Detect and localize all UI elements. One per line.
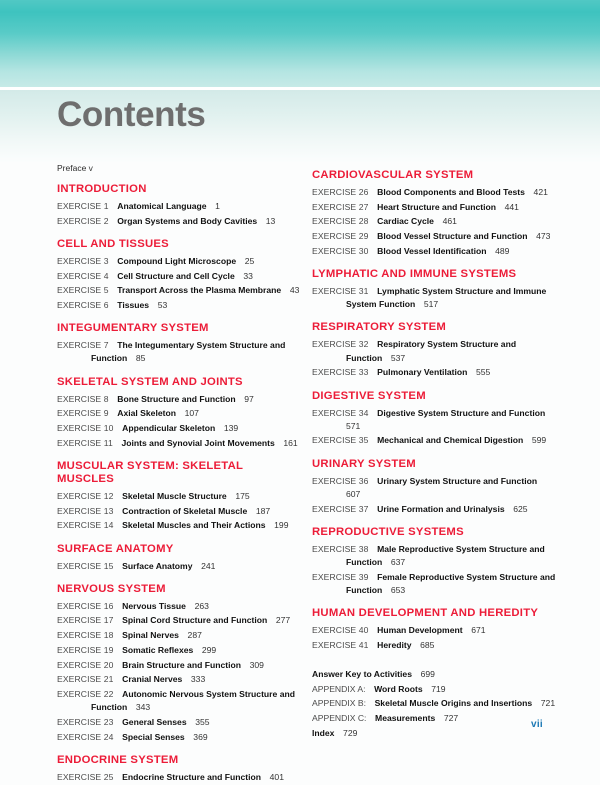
section-heading-human-development-and-heredity: HUMAN DEVELOPMENT AND HEREDITY — [312, 607, 539, 620]
toc-entry-label: EXERCISE 19 — [57, 644, 114, 655]
toc-section — [57, 183, 302, 228]
toc-entry-label: EXERCISE 6 — [57, 300, 109, 311]
toc-entry-label: EXERCISE 2 — [57, 215, 109, 226]
toc-entry-title: Compound Light Microscope — [117, 255, 237, 266]
toc-entry-title: Urinary System Structure and Function — [377, 475, 538, 486]
toc-entry-page: 25 — [244, 255, 255, 266]
section-heading-digestive-system: DIGESTIVE SYSTEM — [312, 389, 426, 402]
toc-entry-title: The Integumentary System Structure and Function — [91, 340, 286, 364]
back-matter-entry[interactable] — [312, 712, 557, 725]
toc-entry-title: Joints and Synovial Joint Movements — [121, 437, 275, 448]
contents-column-right — [312, 160, 557, 741]
toc-entry-title: Appendicular Skeleton — [122, 423, 216, 434]
toc-entry-page: 299 — [201, 644, 217, 655]
page-header — [0, 0, 600, 160]
back-matter-page: 721 — [540, 698, 556, 709]
toc-entry-page: 263 — [194, 600, 209, 611]
toc-entry-title: Autonomic Nervous System Structure and Function — [91, 688, 295, 713]
toc-entry[interactable] — [312, 475, 557, 501]
toc-entry[interactable] — [312, 230, 557, 243]
toc-entry-page: 653 — [390, 584, 406, 595]
toc-entry-label: EXERCISE 41 — [312, 639, 369, 650]
toc-section — [312, 169, 557, 258]
toc-entry-label: EXERCISE 26 — [312, 187, 369, 197]
section-heading-cardiovascular-system: CARDIOVASCULAR SYSTEM — [312, 169, 474, 181]
toc-entry-title: Somatic Reflexes — [122, 644, 194, 655]
back-matter-page: 729 — [343, 727, 358, 738]
back-matter-entry[interactable] — [312, 683, 557, 696]
toc-entry-title: Mechanical and Chemical Digestion — [377, 435, 524, 446]
toc-section — [57, 583, 302, 744]
toc-entry-title: Blood Components and Blood Tests — [377, 187, 525, 197]
toc-entry[interactable] — [57, 771, 302, 784]
toc-entry-title: General Senses — [122, 716, 187, 727]
toc-section — [312, 458, 557, 516]
toc-entry[interactable] — [57, 644, 302, 657]
toc-entry[interactable] — [312, 543, 557, 569]
toc-entry-page: 421 — [533, 187, 548, 197]
left-section-list — [57, 183, 302, 784]
toc-entry-title: Lymphatic System Structure and Immune System Function — [346, 286, 547, 310]
back-matter-label: APPENDIX C: — [312, 713, 367, 724]
toc-entry-title: Male Reproductive System Structure and Function — [346, 543, 545, 567]
toc-entry-label: EXERCISE 29 — [312, 231, 369, 242]
section-heading-nervous-system: NERVOUS SYSTEM — [57, 582, 166, 595]
toc-entry-label: EXERCISE 23 — [57, 716, 114, 727]
toc-entry[interactable] — [57, 437, 302, 450]
toc-entry-title: Skeletal Muscle Structure — [122, 490, 227, 501]
toc-entry-label: EXERCISE 37 — [312, 503, 369, 514]
toc-entry-page: 43 — [289, 285, 300, 296]
toc-entry-page: 555 — [475, 367, 491, 378]
toc-entry-page: 517 — [423, 299, 439, 310]
toc-entry-label: EXERCISE 12 — [57, 490, 114, 501]
toc-entry-label: EXERCISE 24 — [57, 731, 114, 742]
toc-entry-title: Female Reproductive System Structure and Function — [346, 571, 556, 595]
back-matter-list — [312, 668, 557, 740]
toc-entry[interactable] — [57, 716, 302, 729]
toc-entry-page: 343 — [135, 702, 151, 713]
right-section-list — [312, 169, 557, 652]
toc-entry[interactable] — [312, 639, 557, 652]
back-matter-entry[interactable] — [312, 668, 557, 681]
toc-entry-label: EXERCISE 9 — [57, 408, 109, 419]
toc-entry[interactable] — [57, 255, 302, 268]
toc-entry-title: Nervous Tissue — [122, 600, 186, 611]
toc-entry[interactable] — [57, 490, 302, 503]
section-heading-urinary-system: URINARY SYSTEM — [312, 457, 416, 470]
section-heading-lymphatic-and-immune-systems: LYMPHATIC AND IMMUNE SYSTEMS — [312, 268, 517, 281]
toc-entry[interactable] — [57, 614, 302, 627]
toc-entry-title: Brain Structure and Function — [122, 659, 241, 670]
toc-entry-label: EXERCISE 8 — [57, 393, 109, 404]
toc-entry-title: Contraction of Skeletal Muscle — [122, 505, 248, 516]
header-gradient-top — [0, 0, 600, 87]
section-heading-surface-anatomy: SURFACE ANATOMY — [57, 542, 174, 555]
toc-entry-label: EXERCISE 28 — [312, 216, 369, 227]
back-matter-title: Measurements — [375, 713, 436, 724]
toc-entry-page: 53 — [157, 300, 168, 311]
toc-section — [57, 754, 302, 784]
toc-entry-label: EXERCISE 38 — [312, 543, 369, 554]
toc-entry-page: 685 — [420, 639, 435, 650]
toc-entry-label: EXERCISE 15 — [57, 560, 114, 571]
toc-entry[interactable] — [57, 519, 302, 532]
toc-section — [57, 322, 302, 365]
toc-entry-label: EXERCISE 30 — [312, 245, 369, 256]
toc-entry-title: Spinal Nerves — [122, 630, 179, 641]
toc-entry-page: 607 — [346, 488, 361, 499]
toc-entry[interactable] — [57, 284, 302, 297]
toc-entry-page: 355 — [195, 716, 210, 727]
section-heading-integumentary-system: INTEGUMENTARY SYSTEM — [57, 322, 209, 335]
toc-entry-label: EXERCISE 7 — [57, 340, 109, 351]
toc-entry-label: EXERCISE 3 — [57, 255, 109, 266]
toc-entry-label: EXERCISE 16 — [57, 600, 114, 611]
toc-entry[interactable] — [57, 688, 302, 714]
toc-entry-page: 571 — [346, 420, 361, 431]
toc-entry-label: EXERCISE 18 — [57, 630, 114, 641]
toc-section — [312, 390, 557, 448]
toc-entry-title: Anatomical Language — [117, 201, 207, 211]
back-matter-title: Index — [312, 727, 335, 738]
toc-entry[interactable] — [312, 571, 557, 597]
toc-section — [57, 376, 302, 450]
toc-entry[interactable] — [312, 407, 557, 433]
back-matter-entry[interactable] — [312, 727, 557, 740]
toc-entry-title: Heredity — [377, 639, 412, 650]
toc-entry-page: 1 — [215, 201, 220, 211]
section-heading-cell-and-tissues: CELL AND TISSUES — [57, 237, 169, 250]
toc-entry-title: Axial Skeleton — [117, 408, 176, 419]
toc-entry-title: Human Development — [377, 625, 463, 636]
toc-entry[interactable] — [57, 673, 302, 686]
toc-entry-title: Spinal Cord Structure and Function — [122, 615, 268, 626]
back-matter-entry[interactable] — [312, 697, 557, 710]
toc-entry-label: EXERCISE 20 — [57, 659, 114, 670]
toc-section — [57, 238, 302, 312]
toc-entry-page: 441 — [504, 201, 519, 212]
toc-entry[interactable] — [312, 338, 557, 364]
toc-entry[interactable] — [312, 186, 557, 199]
toc-entry-title: Bone Structure and Function — [117, 393, 236, 404]
toc-entry-title: Cardiac Cycle — [377, 216, 434, 227]
toc-entry-page: 369 — [193, 731, 208, 742]
preface-page: v — [88, 163, 93, 173]
toc-entry-title: Endocrine Structure and Function — [122, 771, 262, 782]
toc-section — [312, 526, 557, 597]
toc-entry-page: 637 — [390, 556, 406, 567]
page-number-folio: vii — [530, 719, 543, 730]
toc-entry-label: EXERCISE 40 — [312, 625, 369, 636]
toc-entry[interactable] — [312, 366, 557, 379]
toc-entry-label: EXERCISE 4 — [57, 270, 109, 281]
toc-entry[interactable] — [57, 600, 302, 613]
toc-entry-page: 33 — [243, 270, 253, 281]
toc-entry-label: EXERCISE 33 — [312, 367, 369, 378]
back-matter-page: 719 — [431, 683, 446, 694]
toc-entry[interactable] — [57, 505, 302, 518]
toc-entry-title: Tissues — [117, 300, 150, 311]
back-matter-label: APPENDIX A: — [312, 683, 366, 694]
toc-entry-page: 139 — [223, 423, 239, 434]
toc-entry-page: 241 — [201, 560, 216, 571]
toc-entry-page: 85 — [135, 353, 146, 364]
toc-entry-label: EXERCISE 34 — [312, 407, 369, 418]
toc-entry-label: EXERCISE 25 — [57, 771, 114, 782]
toc-entry-page: 599 — [531, 435, 547, 446]
toc-entry[interactable] — [57, 270, 302, 283]
toc-entry-label: EXERCISE 10 — [57, 423, 114, 434]
toc-entry-page: 277 — [275, 615, 291, 626]
toc-entry[interactable] — [57, 629, 302, 642]
toc-entry-label: EXERCISE 27 — [312, 201, 369, 212]
toc-section — [312, 268, 557, 311]
toc-section — [312, 607, 557, 652]
section-heading-introduction: INTRODUCTION — [57, 183, 147, 195]
toc-entry-page: 13 — [265, 215, 276, 226]
toc-entry[interactable] — [57, 731, 302, 744]
toc-entry-page: 175 — [235, 490, 250, 501]
toc-entry-page: 473 — [536, 231, 551, 242]
toc-entry-label: EXERCISE 21 — [57, 674, 114, 685]
toc-entry-page: 625 — [513, 503, 528, 514]
preface-entry[interactable] — [57, 160, 302, 174]
back-matter-label: APPENDIX B: — [312, 698, 366, 709]
toc-entry-title: Pulmonary Ventilation — [377, 367, 468, 378]
toc-entry[interactable] — [57, 659, 302, 672]
toc-entry-label: EXERCISE 35 — [312, 435, 369, 446]
toc-entry-page: 537 — [390, 352, 406, 363]
back-matter-title: Answer Key to Activities — [312, 668, 412, 679]
toc-entry-title: Urine Formation and Urinalysis — [377, 503, 505, 514]
back-matter-page: 727 — [443, 713, 459, 724]
toc-entry[interactable] — [57, 407, 302, 420]
toc-entry[interactable] — [57, 200, 302, 213]
back-matter-page: 699 — [420, 668, 435, 679]
toc-entry-title: Surface Anatomy — [122, 560, 193, 571]
toc-entry-label: EXERCISE 1 — [57, 201, 109, 211]
toc-entry[interactable] — [312, 245, 557, 258]
contents-column-left — [57, 160, 302, 785]
toc-entry-page: 107 — [184, 408, 199, 419]
toc-entry-page: 97 — [244, 393, 254, 404]
section-heading-reproductive-systems: REPRODUCTIVE SYSTEMS — [312, 525, 464, 538]
toc-entry-page: 199 — [274, 520, 289, 531]
toc-entry-title: Respiratory System Structure and Function — [346, 339, 517, 363]
toc-entry[interactable] — [57, 393, 302, 406]
toc-entry-page: 287 — [187, 630, 202, 641]
toc-entry-label: EXERCISE 14 — [57, 520, 114, 531]
toc-entry[interactable] — [312, 434, 557, 447]
toc-entry-title: Blood Vessel Structure and Function — [377, 231, 528, 242]
toc-entry-page: 489 — [495, 245, 510, 256]
toc-entry-page: 461 — [442, 216, 457, 227]
toc-entry-label: EXERCISE 32 — [312, 339, 369, 350]
toc-entry-page: 187 — [255, 505, 271, 516]
section-heading-respiratory-system: RESPIRATORY SYSTEM — [312, 321, 447, 334]
section-heading-endocrine-system: ENDOCRINE SYSTEM — [57, 753, 179, 766]
toc-entry[interactable] — [57, 339, 302, 365]
toc-entry-title: Cranial Nerves — [122, 674, 183, 685]
toc-entry-label: EXERCISE 11 — [57, 437, 113, 448]
page-title: Contents — [57, 95, 206, 134]
toc-section — [57, 460, 302, 533]
toc-entry-label: EXERCISE 39 — [312, 571, 369, 582]
toc-entry[interactable] — [312, 503, 557, 516]
preface-label: Preface — [57, 163, 87, 173]
toc-entry[interactable] — [57, 422, 302, 435]
toc-entry-title: Blood Vessel Identification — [377, 245, 487, 256]
toc-entry[interactable] — [57, 215, 302, 228]
section-heading-skeletal-system-and-joints: SKELETAL SYSTEM AND JOINTS — [57, 375, 243, 388]
toc-entry-label: EXERCISE 22 — [57, 688, 114, 699]
toc-entry-title: Digestive System Structure and Function — [377, 407, 546, 418]
back-matter-title: Word Roots — [374, 683, 423, 694]
toc-entry[interactable] — [312, 624, 557, 637]
toc-entry-label: EXERCISE 17 — [57, 615, 114, 626]
toc-entry-page: 161 — [283, 437, 298, 448]
toc-entry-title: Organ Systems and Body Cavities — [117, 215, 258, 226]
toc-entry-page: 333 — [190, 674, 206, 685]
toc-entry-title: Heart Structure and Function — [377, 201, 496, 212]
toc-entry-label: EXERCISE 13 — [57, 505, 114, 516]
back-matter-title: Skeletal Muscle Origins and Insertions — [374, 698, 533, 709]
toc-entry-title: Transport Across the Plasma Membrane — [117, 285, 282, 296]
toc-entry-title: Skeletal Muscles and Their Actions — [122, 520, 266, 531]
toc-entry-label: EXERCISE 5 — [57, 285, 109, 296]
toc-entry-page: 671 — [471, 625, 486, 636]
toc-entry-label: EXERCISE 31 — [312, 286, 369, 297]
toc-entry[interactable] — [57, 560, 302, 573]
toc-section — [57, 543, 302, 573]
toc-entry-page: 401 — [269, 771, 284, 782]
toc-section — [312, 321, 557, 379]
toc-entry-page: 309 — [249, 659, 264, 670]
toc-entry[interactable] — [312, 215, 557, 228]
toc-entry[interactable] — [57, 299, 302, 312]
toc-entry-label: EXERCISE 36 — [312, 475, 369, 486]
toc-entry[interactable] — [312, 285, 557, 311]
toc-entry-title: Special Senses — [122, 731, 185, 742]
toc-entry-title: Cell Structure and Cell Cycle — [117, 270, 235, 281]
section-heading-muscular-system-skeletal-muscles: MUSCULAR SYSTEM: SKELETAL MUSCLES — [57, 459, 243, 485]
toc-entry[interactable] — [312, 201, 557, 214]
